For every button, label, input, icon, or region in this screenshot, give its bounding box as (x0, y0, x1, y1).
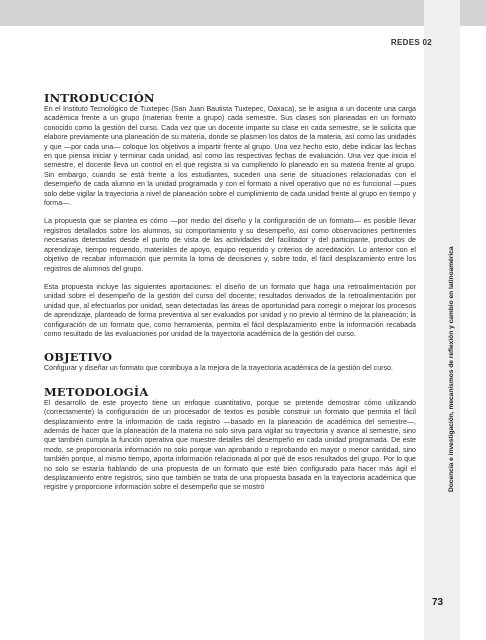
metodologia-title: METODOLOGÍA (44, 384, 149, 399)
introduccion-paragraph-3: Esta propuesta incluye las siguientes aportaciones: el diseño de un formato que haga una retroalimentación por unidad sobre el desempeño de la gestión del curso del docente; resultados derivados de la retroalimentación por unidad que, al efectuarlos por unidad, sean detectadas las áreas de oportunidad para corregir o mejorar los procesos de aprendizaje, planteado de forma preventiva al ser evaluados por unidad y no previo al término de la planeación; la configuración de un formato que, como herramienta, permita el fácil desplazamiento entre la información recabada como resultado de las evaluaciones por unidad de la trayectoria académica de la gestión del curso. (44, 282, 416, 338)
top-bar (0, 0, 486, 26)
objetivo-paragraph: Configurar y diseñar un formato que contribuya a la mejora de la trayectoria académica de la gestión del curso. (44, 364, 393, 373)
metodologia-paragraph: El desarrollo de este proyecto tiene un enfoque cuantitativo, porque se pretende demostrar cómo utilizando (correctamente) la configuración de un procesador de textos es posible construir un formato que permita el fácil desplazamiento entre la información de cada registro —basado en la planeación de académica del semestre—, además de hacer que la planeación de la materia no solo sirva para vigilar su trayectoria y avance al semestre, sino que también cumpla la función operativa que muestre detalles del desempeño en cada unidad programada. De este modo, se proporcionaría información no solo porque van aprobando o reprobando en mayor o menor cantidad, sino también porque, al mismo tiempo, aporta información relacionada al por qué de esos resultados del grupo. Por lo que no solo se estaría hablando de una propuesta de un formato que esté bien configurado para hacer más ágil el desplazamiento entre registros, sino que también se trata de una propuesta basada en la trayectoria académica que registre y proporcione información sobre el desempeño que se mostró (44, 398, 416, 492)
running-header: REDES 02 (390, 38, 432, 47)
sidebar-running-title: Docencia e investigación, mecanismos de reflexión y cambio en latinoamérica (448, 246, 455, 492)
introduccion-title: INTRODUCCIÓN (44, 91, 155, 105)
introduccion-paragraph-1: En el Instituto Tecnológico de Tuxtepec (San Juan Bautista Tuxtepec, Oaxaca), se le asigna a un docente una carga académica frente a un grupo (materias frente a grupo) cada semestre. Sus clases son planeadas en un formato conocido como la gestión del curso. Cada vez que un docente imparte su clase en cada semestre, se le solicita que elabore previamente una planeación de su materia, donde se plasmen los datos de la materia, así como las unidades y que —por cada una— coloque los objetivos a impartir frente al grupo. Una vez hecho esto, debe indicar las fechas en que piensa iniciar y terminar cada unidad, así como las respectivas fechas de evaluación. Una vez que inicia el semestre, el docente lleva un control en el que registra si va cumpliendo lo planeado en su materia frente al grupo. Sin embargo, cuando se está frente a los estudiantes, suceden una serie de situaciones relacionadas con el desempeño de cada alumno en la unidad programada y con el formato a nivel operativo que no es funcional —pues solo debe vigilar la trayectoria a nivel de planeación sobre el cumplimiento de cada unidad frente al grupo en tiempo y forma—. (44, 105, 416, 208)
objetivo-title: OBJETIVO (44, 350, 113, 365)
introduccion-paragraph-2: La propuesta que se plantea es cómo —por medio del diseño y la configuración de un formato— es posible llevar registros detallados sobre los alumnos, su comportamiento y su desempeño, así como observaciones pertinentes necesarias detectadas desde el punto de vista de las actividades del facilitador y del participante, productos de aprendizaje, tiempo requerido, materiales de apoyo, equipo requerido y criterios de acreditación. Lo anterior con el objetivo de recabar información que permita la toma de decisiones y, sobre todo, el fácil desplazamiento entre los registros de alumnos del grupo. (44, 217, 416, 273)
main-content (44, 92, 416, 493)
page-number: 73 (432, 597, 444, 608)
